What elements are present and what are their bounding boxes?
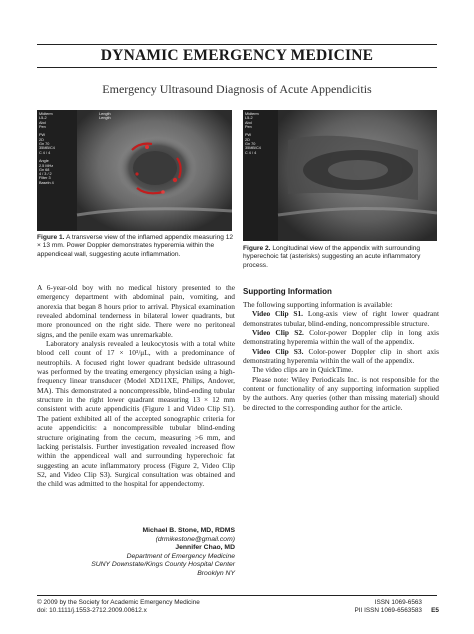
overlay-line: Gn 70 — [245, 142, 256, 147]
overlay-line: Gn 68 — [39, 167, 50, 172]
figure-2-ultrasound-graphic — [243, 110, 437, 241]
body-paragraph: Laboratory analysis revealed a leukocytosis with a total white blood cell count of 17 × 10³/μL, with a predominance of neutrophils. A focused right lower quadrant bedside ultrasound was performed by the treating emergency physician using a high-frequency linear transducer (Model XD11XE, Philips, Andover, MA). This demonstrated a noncompressible, blind-ending tubular structure in the right lower quadrant measuring 13 × 12 mm consistent with acute appendicitis (Figure 1 and Video Clip S1). The patient exhibited all of the accepted sonographic criteria for acute appendicitis: a noncompressible tubular blind-ending structure originating from the cecum, measuring >6 mm, and lacking peristalsis. Further investigation revealed increased flow within the appendiceal wall and surrounding hyperechoic fat suggesting an acute inflammatory process (Figure 2, Video Clip S2, and Video Clip S3). Surgical consultation was obtained and the child was admitted to the hospital for appendectomy. — [37, 339, 235, 489]
supporting-info-body — [243, 300, 439, 412]
overlay-line: 35MB/C4 — [245, 146, 261, 151]
header-rule-bottom — [37, 67, 437, 68]
supporting-item — [243, 309, 439, 328]
figure-1-label: Figure 1. — [37, 234, 65, 241]
body-paragraph: A 6-year-old boy with no medical history presented to the emergency department with abdominal pain, vomiting, and anorexia that began 8 hours prior to arrival. Physical examination revealed abdominal tenderness in bilateral lower quadrants, but more pronounced on the right side. There were no peritoneal signs, and the penile exam was unremarkable. — [37, 283, 235, 339]
video-clip-text: Color-power Doppler clip in long axis demonstrating hyperemia within the wall of the appendix. — [243, 328, 439, 347]
figure-2-ultrasound-image — [243, 110, 437, 241]
figure-1-ultrasound-image — [37, 110, 232, 231]
overlay-line: L5-2 — [39, 116, 47, 121]
article-body — [37, 283, 235, 489]
header-rule-top — [37, 44, 437, 45]
page-number: E5 — [431, 607, 439, 614]
journal-section-title: DYNAMIC EMERGENCY MEDICINE — [100, 47, 374, 64]
author-name: Michael B. Stone, MD, RDMS — [142, 527, 235, 534]
doi: doi: 10.1111/j.1553-2712.2009.00612.x — [37, 607, 147, 615]
article-title: Emergency Ultrasound Diagnosis of Acute Appendicitis — [102, 82, 372, 96]
video-clip-text: Color-power Doppler clip in short axis demonstrating hyperemia within the wall of the appendix. — [243, 346, 439, 366]
measure-line: Length — [99, 116, 111, 121]
figure-1-measurement-text — [99, 112, 111, 121]
overlay-line: 2D — [39, 137, 44, 142]
overlay-line: Midterm — [245, 112, 259, 116]
overlay-line: C 4 / 4 — [39, 150, 51, 155]
figure-1-overlay-text — [39, 112, 55, 185]
measure-line: Length — [99, 112, 111, 116]
supporting-intro: The following supporting information is available: — [243, 300, 393, 309]
overlay-line: Gn 70 — [39, 142, 50, 147]
author-name-2: Jennifer Chao, MD — [175, 544, 235, 552]
footer-left — [37, 599, 267, 616]
supporting-item — [243, 328, 439, 347]
issn: ISSN 1069-6563 — [374, 599, 422, 606]
overlay-line: PW — [39, 133, 46, 138]
author-city: Brooklyn NY — [197, 569, 235, 577]
supporting-item — [243, 347, 439, 366]
figure-2-label: Figure 2. — [243, 245, 271, 252]
overlay-line: 2.5 MHz — [39, 163, 54, 168]
figure-2-overlay-text — [245, 112, 261, 155]
video-clip-text: Long-axis view of right lower quadrant demonstrates tubular, blind-ending, noncompressible structure. — [243, 309, 439, 328]
overlay-line: Abd — [245, 120, 252, 125]
video-clip-label: Video Clip S1. — [252, 309, 304, 319]
copyright: © 2009 by the Society for Academic Emergency Medicine — [37, 599, 200, 606]
figure-2-caption — [243, 245, 439, 270]
author-signature — [37, 527, 235, 579]
pii: PII ISSN 1069-6563583 — [354, 607, 422, 615]
overlay-line: Midterm — [39, 112, 53, 116]
overlay-line: Angle — [39, 159, 49, 164]
overlay-line: Pen — [245, 124, 252, 129]
overlay-line: 2D — [245, 137, 250, 142]
overlay-line: Pen — [39, 124, 46, 129]
video-clip-label: Video Clip S2. — [252, 328, 304, 338]
overlay-line: L5-2 — [245, 116, 253, 121]
video-clip-label: Video Clip S3. — [252, 346, 304, 356]
author-institution: SUNY Downstate/Kings County Hospital Center — [91, 561, 235, 569]
overlay-line: Abd — [39, 120, 46, 125]
overlay-line: Filter 3 — [39, 176, 51, 181]
author-email: (drmikestone@gmail.com) — [155, 535, 235, 543]
figure-1-ultrasound-graphic — [37, 110, 232, 231]
figure-1-caption-text: A transverse view of the inflamed appendix measuring 12 × 13 mm. Power Doppler demonstrates hyperemia within the appendiceal wall, suggesting acute inflammation. — [37, 234, 234, 258]
overlay-line: 4 / 3 / 2 — [39, 172, 52, 177]
supporting-info-heading: Supporting Information — [243, 287, 332, 296]
supporting-notice: Please note: Wiley Periodicals Inc. is not responsible for the content or functionality of any supporting information supplied by the authors. Any queries (other than missing material) should be directed to the corresponding author for the article. — [243, 374, 439, 412]
overlay-line: 35MB/C4 — [39, 146, 55, 151]
supporting-quicktime: The video clips are in QuickTime. — [252, 365, 354, 375]
overlay-line: C 4 / 4 — [245, 150, 257, 155]
footer-rule — [37, 595, 437, 596]
footer-right — [330, 599, 422, 616]
figure-2-caption-text: Longitudinal view of the appendix with surrounding hyperechoic fat (asterisks) suggesting an acute inflammatory process. — [243, 245, 421, 269]
author-department: Department of Emergency Medicine — [126, 552, 235, 560]
overlay-line: Baseln 4 — [39, 180, 54, 185]
overlay-line: PW — [245, 133, 252, 138]
figure-1-caption — [37, 234, 235, 259]
